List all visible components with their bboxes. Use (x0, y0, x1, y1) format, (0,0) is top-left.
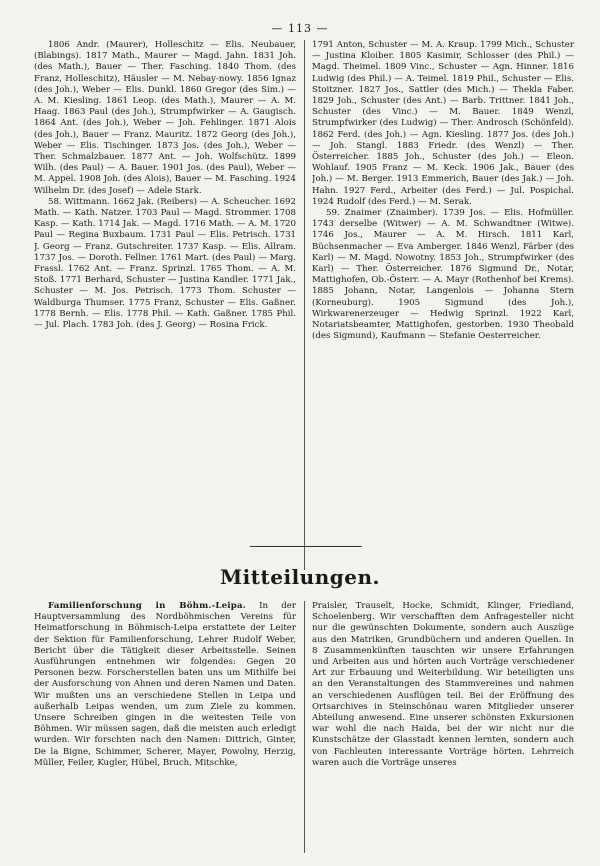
top-left-column (34, 40, 296, 588)
top-right-column (312, 40, 574, 516)
genealogy-entry-58-wittmann: 58. Wittmann. 1662 Jak. (Reibers) — A. Scheucher. 1692 Math. — Kath. Natzer. 1703 Paul — Magd. Strommer. 1708 Kasp. — Kath. 1714 Jak. — Magd. 1716 Math. — A. M. 1720 Paul — Regina Buxbaum. 1731 Paul — Elis. Petrisch. 1731 J. Georg — Franz. Gutschreiter. 1737 Kasp. — Elis. Allram. 1737 Jos. — Doroth. Fellner. 1761 Mart. (des Paul) — Marg. Frassl. 1762 Ant. — Franz. Sprinzl. 1765 Thom. — A. M. Stoß. 1771 Berhard, Schuster — Justina Kandler. 1771 Jak., Schuster — M. Jos. Petrisch. 1773 Thom. Schuster — Waldburga Thumser. 1775 Franz, Schuster — Elis. Gaßner. 1778 Bernh. — Elis. 1778 Phil. — Kath. Gaßner. 1785 Phil. — Jul. Plach. 1783 Joh. (des J. Georg) — Rosina Frick. (34, 196, 296, 331)
article-left-column (34, 601, 296, 856)
article-text-continued: Praisler, Trauselt, Hocke, Schmidt, Klinger, Friedland, Schoelenberg. Wir verschafften dem Anfragesteller nicht nur die gewünschten Dokumente, sondern auch Auszüge aus den Matriken, Grundbüchern und anderen Quellen. In 8 Zusammenkünften tauschten wir unsere Erfahrungen und Arbeiten aus und hörten auch Vorträge verschiedener Art zur Erbauung und Weiterbildung. Wir beteiligten uns an den Veranstaltungen des Stammvereines und nahmen an verschiedenen Ausflügen teil. Bei der Eröffnung des Ortsarchives in Steinschönau waren Mitglieder unserer Abteilung anwesend. Eine unserer schönsten Exkursionen war wohl die nach Haida, bei der wir nicht nur die Kunstschätze der Glasstadt kennen lernten, sondern auch von Fachleuten interessante Vorträge hörten. Lehrreich waren auch die Vorträge unseres (312, 601, 574, 768)
genealogy-entry-57-continued: 1806 Andr. (Maurer), Holleschitz — Elis. Neubauer, (Blabings). 1817 Math., Maurer — Magd. Jahn. 1831 Joh. (des Math.), Bauer — Ther. Fasching. 1840 Thom. (des Franz, Holleschitz), Häusler — M. Nebay-nowy. 1856 Ignaz (des Joh.), Weber — Elis. Dunkl. 1860 Gregor (des Sim.) — A. M. Kiesling. 1861 Leop. (des Math.), Maurer — A. M. Haag. 1863 Paul (des Joh.), Strumpfwirker — A. Gaugisch. 1864 Ant. (des Joh.), Weber — Joh. Fehlinger. 1871 Alois (des Joh.), Bauer — Franz. Mauritz. 1872 Georg (des Joh.), Weber — Elis. Tischinger. 1873 Jos. (des Joh.), Weber — Ther. Schmalzbauer. 1877 Ant. — Joh. Wolfschütz. 1899 Wilh. (des Paul) — A. Bauer. 1901 Jos. (des Paul), Weber — M. Appel. 1908 Joh. (des Alois), Bauer — M. Fasching. 1924 Wilhelm Dr. (des Josef) — Adele Stark. (34, 40, 296, 196)
article-text: In der Hauptversammlung des Nordböhmischen Vereins für Heimatforschung in Böhmisch-Leipa erstattete der Leiter der Sektion für Familienforschung, Lehrer Rudolf Weber, Bericht über die Tätigkeit dieser Arbeitsstelle. Seinen Ausführungen entnehmen wir folgendes: Gegen 20 Personen bezw. Forscherstellen baten uns um Mithilfe bei der Ausforschung von Ahnen und deren Namen und Daten. Wir mußten uns an verschiedene Stellen in Leipa und außerhalb Leipas wenden, um zum Ziele zu kommen. Unsere Schreiben gingen in die weitesten Teile von Böhmen. Wir müssen sagen, daß die meisten auch erledigt wurden. Wir forschten nach den Namen: Dittrich, Ginter, De la Bigne, Schimmer, Scherer, Mayer, Powolny, Herzig, Müller, Feiler, Kugler, Hübel, Bruch, Mitschke, (34, 601, 296, 768)
page-number: — 113 — (271, 22, 329, 35)
column-divider (304, 40, 305, 570)
column-divider-bottom (304, 601, 305, 853)
article-paragraph (34, 601, 296, 769)
genealogy-entry-58-continued: 1791 Anton, Schuster — M. A. Kraup. 1799 Mich., Schuster — Justina Kloiber. 1805 Kasimir, Schlosser (des Phil.) — Magd. Theimel. 1809 Vinc., Schuster — Agn. Hinner. 1816 Ludwig (des Phil.) — A. Teimel. 1819 Phil., Schuster — Elis. Stoitzner. 1827 Jos., Sattler (des Mich.) — Thekla Faber. 1829 Joh., Schuster (des Ant.) — Barb. Trittner. 1841 Joh., Schuster (des Vinc.) — M. Bauer. 1849 Wenzl, Strumpfwirker (des Ludwig) — Ther. Androsch (Schönfeld). 1862 Ferd. (des Joh.) — Agn. Kiesling. 1877 Jos. (des Joh.) — Joh. Stangl. 1883 Friedr. (des Wenzl) — Ther. Österreicher. 1885 Joh., Schuster (des Joh.) — Eleon. Wohlauf. 1905 Franz — M. Keck. 1906 Jak., Bauer (des Joh.) — M. Berger. 1913 Emmerich, Bauer (des Jak.) — Joh. Hahn. 1927 Ferd., Arbeiter (des Ferd.) — Jul. Pospichal. 1924 Rudolf (des Ferd.) — M. Serak. (312, 40, 574, 207)
genealogy-entry-59-znaimer: 59. Znaimer (Znaimber). 1739 Jos. — Elis. Hofmüller. 1743 derselbe (Witwer) — A. M. Schwandtner (Witwe). 1746 Jos., Maurer — A. M. Hirsch. 1811 Karl, Büchsenmacher — Eva Amberger. 1846 Wenzl, Färber (des Karl) — M. Magd. Nowotny. 1853 Joh., Strumpfwirker (des Karl) — Ther. Österreicher. 1876 Sigmund Dr., Notar, Mattighofen, Ob.-Österr. — A. Mayr (Rothenhof bei Krems). 1885 Johann, Notar, Langenlois — Johanna Stern (Korneuburg). 1905 Sigmund (des Joh.), Wirkwarenerzeuger — Hedwig Sprinzl. 1922 Karl, Notariatsbeamter, Mattighofen, gestorben. 1930 Theobald (des Sigmund), Kaufmann — Stefanie Oesterreicher. (312, 208, 574, 342)
section-heading: Mitteilungen. (220, 565, 380, 589)
section-divider (250, 546, 362, 547)
article-title: Familienforschung in Böhm.-Leipa. (48, 601, 246, 611)
article-right-column (312, 601, 574, 856)
